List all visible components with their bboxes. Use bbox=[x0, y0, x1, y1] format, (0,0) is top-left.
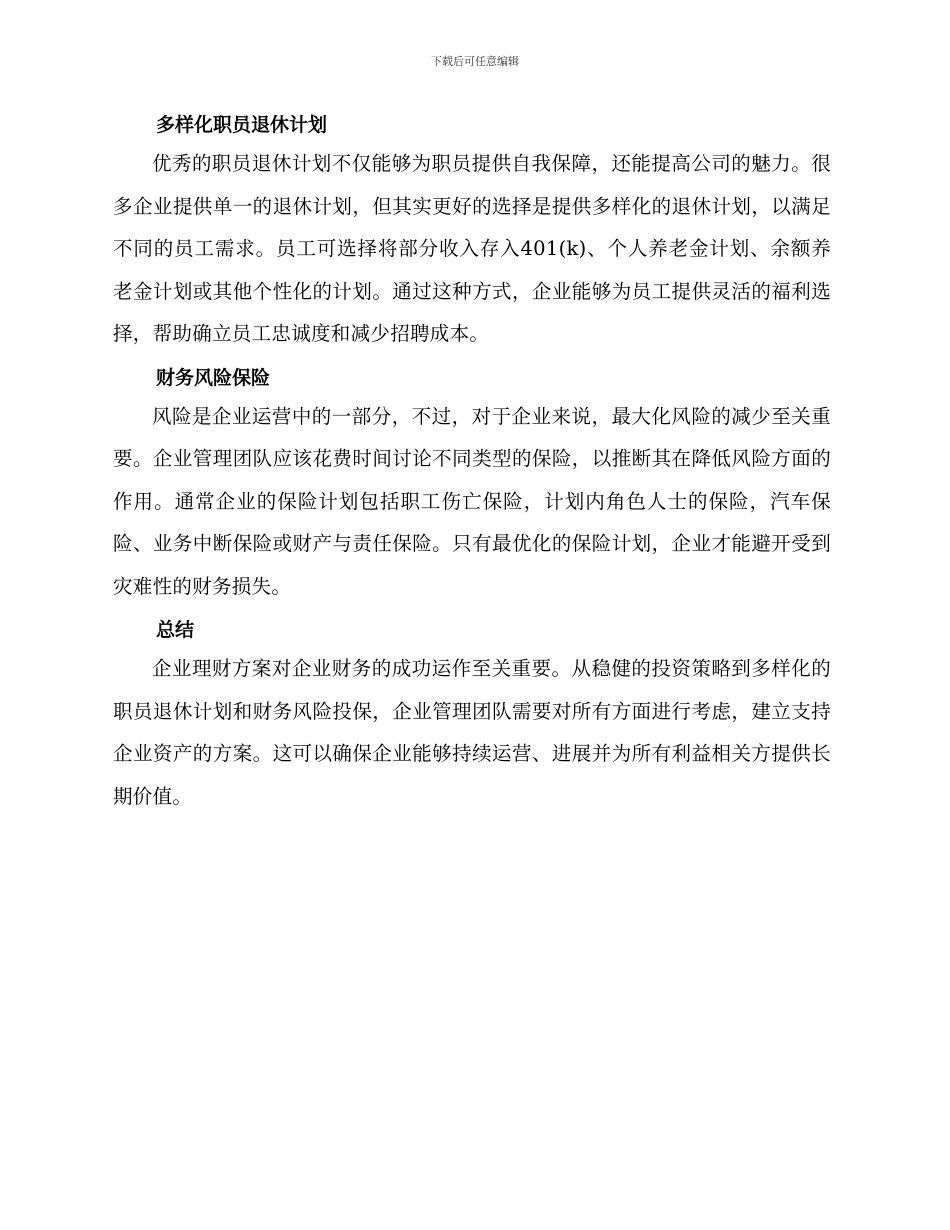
section-risk-insurance bbox=[113, 363, 831, 609]
section-heading: 财务风险保险 bbox=[156, 366, 271, 389]
section-retirement-plan bbox=[113, 110, 831, 356]
section-paragraph: 风险是企业运营中的一部分，不过，对于企业来说，最大化风险的减少至关重要。企业管理团队应该花费时间讨论不同类型的保险，以推断其在降低风险方面的作用。通常企业的保险计划包括职工伤亡保险，计划内角色人士的保险，汽车保险、业务中断保险或财产与责任保险。只有最优化的保险计划，企业才能避开受到灾难性的财务损失。 bbox=[113, 404, 831, 598]
section-heading: 总结 bbox=[156, 619, 195, 641]
document-body bbox=[113, 110, 831, 825]
section-heading: 多样化职员退休计划 bbox=[156, 114, 328, 136]
section-summary bbox=[113, 615, 831, 818]
page-header: 下载后可任意编辑 bbox=[431, 55, 519, 68]
section-paragraph: 企业理财方案对企业财务的成功运作至关重要。从稳健的投资策略到多样化的职员退休计划和财务风险投保，企业管理团队需要对所有方面进行考虑，建立支持企业资产的方案。这可以确保企业能够持续运营、进展并为所有利益相关方提供长期价值。 bbox=[113, 657, 831, 808]
section-paragraph: 优秀的职员退休计划不仅能够为职员提供自我保障，还能提高公司的魅力。很多企业提供单一的退休计划，但其实更好的选择是提供多样化的退休计划，以满足不同的员工需求。员工可选择将部分收入存入401(k)、个人养老金计划、余额养老金计划或其他个性化的计划。通过这种方式，企业能够为员工提供灵活的福利选择，帮助确立员工忠诚度和减少招聘成本。 bbox=[113, 152, 831, 345]
